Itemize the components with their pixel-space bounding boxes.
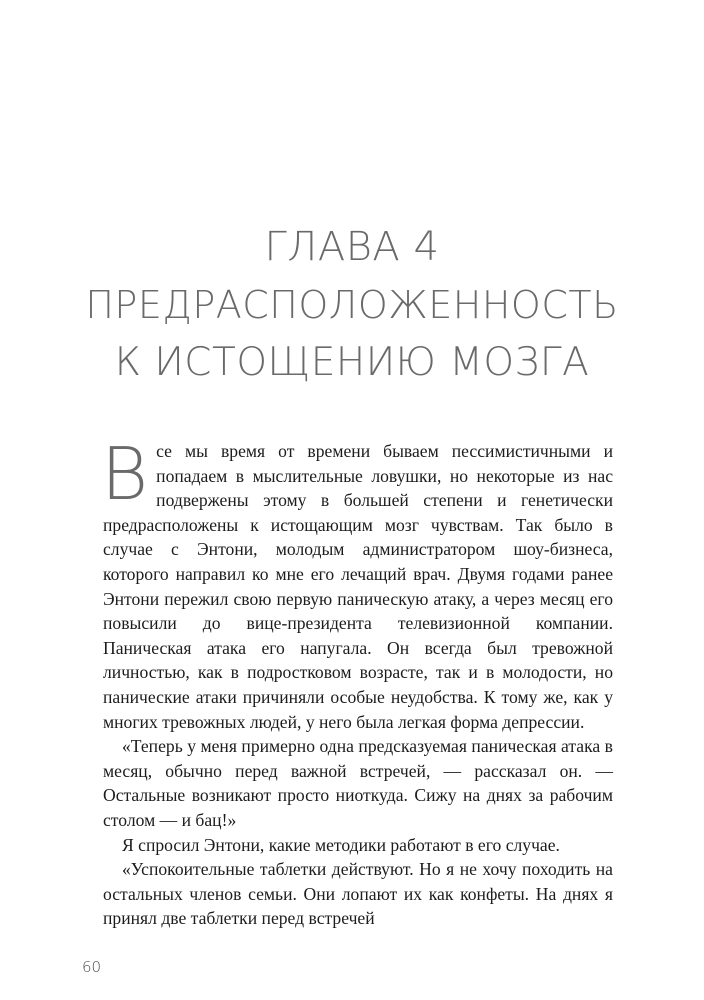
paragraph-2: «Теперь у меня примерно одна предсказуемая паническая атака в месяц, обычно перед важной встречей, — рассказал он. — Остальные возникают просто ниоткуда. Сижу на днях за рабочим столом — и бац!»	[103, 736, 613, 830]
chapter-label: ГЛАВА 4	[264, 224, 440, 270]
paragraph-3: Я спросил Энтони, какие методики работают в его случае.	[122, 834, 560, 855]
chapter-body	[101, 432, 613, 931]
chapter-title-line-2: К ИСТОЩЕНИЮ МОЗГА	[114, 340, 590, 385]
paragraph-4: «Успокоительные таблетки действуют. Но я не хочу походить на остальных членов семьи. Они лопают их как конфеты. На днях я принял две таблетки перед встречей	[103, 859, 613, 929]
page-number: 60	[82, 958, 102, 976]
paragraph-1-text: се мы время от времени бываем пессимистичными и попадаем в мыслительные ловушки, но некоторые из нас подвержены этому в большей степени и генетически предрасположены к истощающим мозг чувствам. Так было в случае с Энтони, молодым администратором шоу-бизнеса, которого направил ко мне его лечащий врач. Двумя годами ранее Энтони пережил свою первую паническую атаку, а через месяц его повысили до вице-президента телевизионной компании. Паническая атака его напугала. Он всегда был тревожной личностью, как в подростковом возрасте, так и в молодости, но панические атаки причиняли особые неудобства. К тому же, как у многих тревожных людей, у него была легкая форма депрессии.	[103, 441, 613, 732]
chapter-title-line-1: ПРЕДРАСПОЛОЖЕННОСТЬ	[85, 283, 619, 327]
chapter-heading	[0, 218, 704, 392]
paragraph-1	[101, 432, 613, 734]
drop-cap: В	[101, 432, 149, 516]
